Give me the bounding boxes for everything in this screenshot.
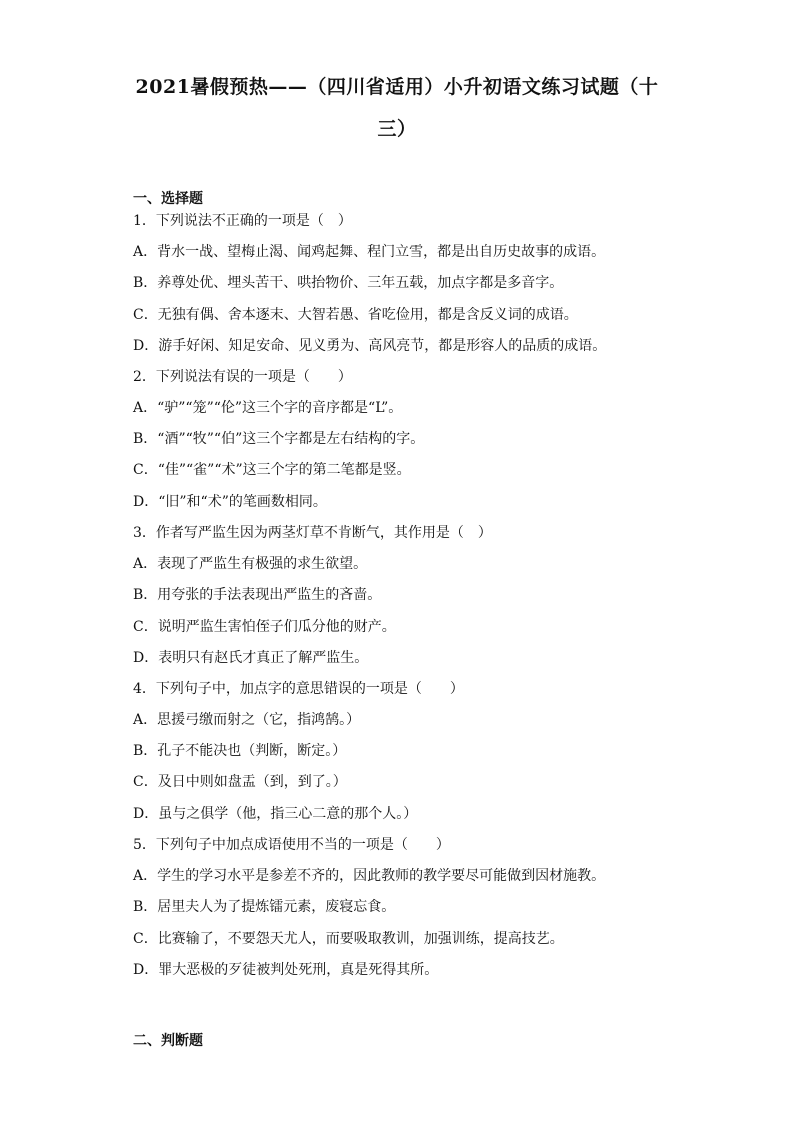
question-5-option-c: C．比赛输了，不要怨天尤人，而要吸取教训，加强训练，提高技艺。 (133, 931, 564, 947)
question-4-stem (133, 680, 464, 698)
question-1-option-a: A．背水一战、望梅止渴、闻鸡起舞、程门立雪，都是出自历史故事的成语。 (133, 244, 606, 260)
question-3-option-c: C．说明严监生害怕侄子们瓜分他的财产。 (133, 619, 396, 635)
document-title-line-1: 2021暑假预热——（四川省适用）小升初语文练习试题（十 (135, 76, 659, 98)
question-4-option-a: A．思援弓缴而射之（它，指鸿鹄。） (133, 712, 361, 728)
question-3-option-d: D．表明只有赵氏才真正了解严监生。 (133, 650, 369, 666)
section-heading-choice: 一、选择题 (133, 191, 203, 207)
question-1-option-b: B．养尊处优、埋头苦干、哄抬物价、三年五载，加点字都是多音字。 (133, 275, 564, 291)
question-5-option-a: A．学生的学习水平是参差不齐的，因此教师的教学要尽可能做到因材施教。 (133, 868, 606, 884)
question-1-text: 下列说法不正确的一项是（ ） (155, 213, 352, 229)
question-1-option-c: C．无独有偶、舍本逐末、大智若愚、省吃俭用，都是含反义词的成语。 (133, 307, 578, 323)
question-1-number: 1． (133, 213, 156, 229)
question-2-option-a: A．“驴”“笼”“伦”这三个字的音序都是“L”。 (133, 400, 403, 416)
question-4-option-d: D．虽与之俱学（他，指三心二意的那个人。） (133, 806, 418, 822)
question-2-option-d: D．“旧”和“术”的笔画数相同。 (133, 494, 327, 510)
question-2-option-b: B．“酒”“牧”“伯”这三个字都是左右结构的字。 (133, 431, 425, 447)
question-2-text: 下列说法有误的一项是（ ） (155, 369, 352, 385)
question-5-option-b: B．居里夫人为了提炼镭元素，废寝忘食。 (133, 899, 396, 915)
section-heading-judgment: 二、判断题 (133, 1033, 203, 1049)
question-3-number: 3． (133, 525, 156, 541)
question-5-text: 下列句子中加点成语使用不当的一项是（ ） (155, 837, 450, 853)
question-5-stem (133, 836, 450, 854)
document-title-line-2: 三） (377, 118, 417, 140)
question-3-stem (133, 524, 492, 542)
question-2-stem (133, 368, 352, 386)
question-4-option-b: B．孔子不能决也（判断，断定。） (133, 743, 347, 759)
question-3-option-a: A．表现了严监生有极强的求生欲望。 (133, 556, 368, 572)
question-4-number: 4． (133, 681, 156, 697)
question-3-option-b: B．用夸张的手法表现出严监生的吝啬。 (133, 587, 382, 603)
question-4-text: 下列句子中，加点字的意思错误的一项是（ ） (155, 681, 464, 697)
question-5-number: 5． (133, 837, 156, 853)
question-1-option-d: D．游手好闲、知足安命、见义勇为、高风亮节，都是形容人的品质的成语。 (133, 338, 607, 354)
question-2-option-c: C．“佳”“雀”“术”这三个字的第二笔都是竖。 (133, 462, 411, 478)
question-5-option-d: D．罪大恶极的歹徒被判处死刑，真是死得其所。 (133, 962, 439, 978)
question-1-stem (133, 212, 352, 230)
question-4-option-c: C．及日中则如盘盂（到，到了。） (133, 774, 347, 790)
question-2-number: 2． (133, 369, 156, 385)
question-3-text: 作者写严监生因为两茎灯草不肯断气，其作用是（ ） (155, 525, 492, 541)
